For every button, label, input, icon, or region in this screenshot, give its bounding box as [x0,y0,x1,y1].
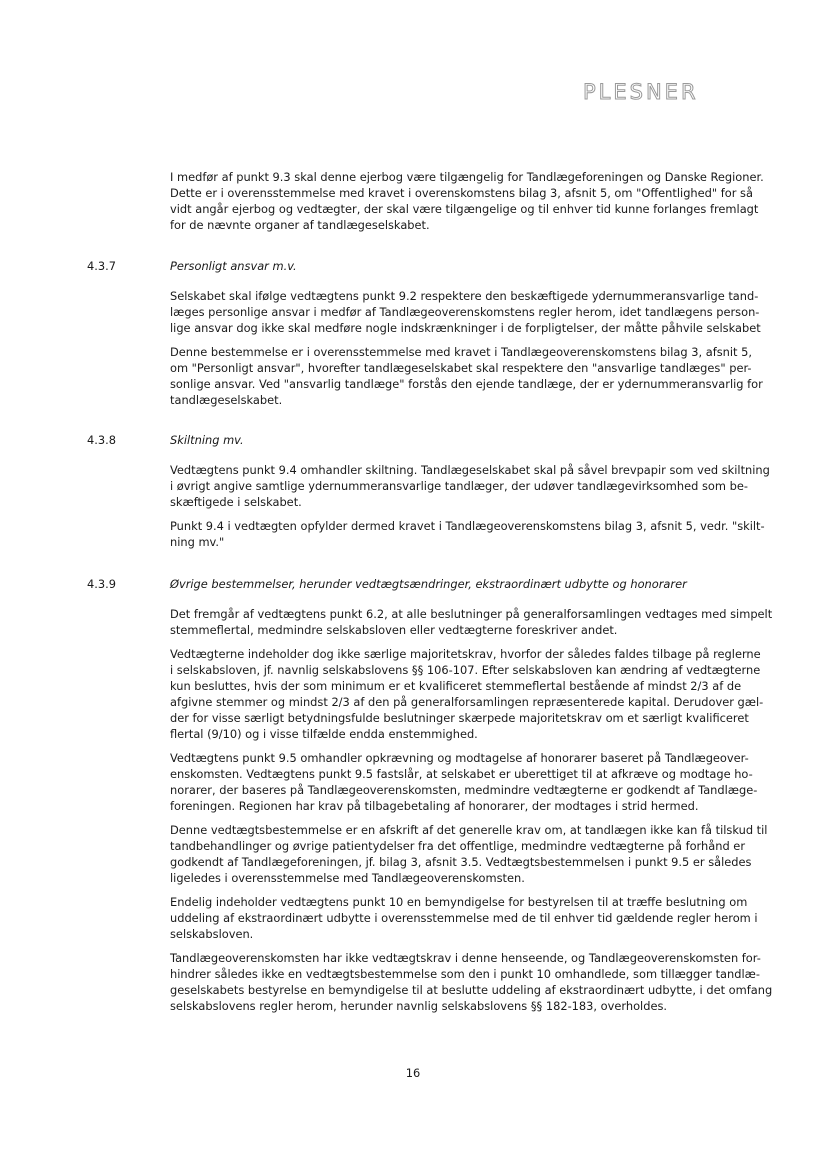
text-line: for de nævnte organer af tandlægeselskabet. [170,218,430,232]
text-line: selskabslovens regler herom, herunder navnlig selskabslovens §§ 182-183, overholdes. [170,999,668,1013]
paragraph [170,169,764,233]
text-line: Vedtægterne indeholder dog ikke særlige majoritetskrav, hvorfor der således faldes tilbage på reglerne [170,647,761,661]
paragraph [170,518,765,550]
text-line: godkendt af Tandlægeforeningen, jf. bilag 3, afsnit 3.5. Vedtægtsbestemmelsen i punkt 9.5 er således [170,855,752,869]
page-number: 16 [405,1066,421,1080]
text-line: i selskabsloven, jf. navnlig selskabslovens §§ 106-107. Efter selskabsloven kan ændring af vedtægterne [170,663,761,677]
paragraph [170,462,770,510]
text-line: Selskabet skal ifølge vedtægtens punkt 9.2 respektere den beskæftigede ydernummeransvarlige tand- [170,289,759,303]
text-line: geselskabets bestyrelse en bemyndigelse til at beslutte uddeling af ekstraordinært udbytte, i det omfang [170,983,773,997]
section-number: 4.3.8 [87,433,116,447]
section-title: Skiltning mv. [170,433,244,447]
paragraph [170,894,758,942]
text-line: der for visse særligt betydningsfulde beslutninger skærpede majoritetskrav om et særligt kvalificeret [170,711,749,725]
text-line: hindrer således ikke en vedtægtsbestemmelse som den i punkt 10 omhandlede, som tillægger tandlæ- [170,967,760,981]
text-line: Vedtægtens punkt 9.4 omhandler skiltning. Tandlægeselskabet skal på såvel brevpapir som ved skiltning [170,463,770,477]
section-number: 4.3.9 [87,577,116,591]
text-line: afgivne stemmer og mindst 2/3 af den på generalforsamlingen repræsenterede kapital. Derudover gæl- [170,695,764,709]
paragraph [170,344,763,408]
text-line: vidt angår ejerbog og vedtægter, der skal være tilgængelige og til enhver tid kunne forlanges fremlagt [170,202,759,216]
text-line: i øvrigt angive samtlige ydernummeransvarlige tandlæger, der udøver tandlægevirksomhed som be- [170,479,748,493]
text-line: Denne vedtægtsbestemmelse er en afskrift af det generelle krav om, at tandlægen ikke kan få tilskud til [170,823,768,837]
section-4-3-7 [87,258,763,416]
text-line: stemmeflertal, medmindre selskabsloven eller vedtægterne foreskriver andet. [170,623,618,637]
text-line: Tandlægeoverenskomsten har ikke vedtægtskrav i denne henseende, og Tandlægeoverenskomsten for- [170,951,761,965]
text-line: I medfør af punkt 9.3 skal denne ejerbog være tilgængelig for Tandlægeforeningen og Danske Regioner. [170,170,764,184]
intro-block [170,169,764,241]
text-line: foreningen. Regionen har krav på tilbagebetaling af honorarer, der modtages i strid hermed. [170,799,699,813]
text-line: selskabsloven. [170,927,254,941]
paragraph [170,950,773,1014]
section-title: Personligt ansvar m.v. [170,259,297,273]
text-line: flertal (9/10) og i visse tilfælde endda enstemmighed. [170,727,478,741]
text-line: Vedtægtens punkt 9.5 omhandler opkrævning og modtagelse af honorarer baseret på Tandlægeover- [170,751,749,765]
section-number: 4.3.7 [87,259,116,273]
text-line: om "Personligt ansvar", hvorefter tandlægeselskabet skal respektere den "ansvarlige tandlæges" per- [170,361,752,375]
paragraph [170,646,764,742]
text-line: Punkt 9.4 i vedtægten opfylder dermed kravet i Tandlægeoverenskomstens bilag 3, afsnit 5, vedr. "skilt- [170,519,765,533]
text-line: lige ansvar dog ikke skal medføre nogle indskrænkninger i de forpligtelser, der måtte påhvile selskabet [170,321,761,335]
text-line: Det fremgår af vedtægtens punkt 6.2, at alle beslutninger på generalforsamlingen vedtages med simpelt [170,607,773,621]
text-line: skæftigede i selskabet. [170,495,302,509]
plesner-logo: PLESNER [583,80,699,104]
text-line: tandbehandlinger og øvrige patientydelser fra det offentlige, medmindre vedtægterne på forhånd er [170,839,745,853]
text-line: sonlige ansvar. Ved "ansvarlig tandlæge" forstås den ejende tandlæge, der er ydernummeransvarlig for [170,377,763,391]
text-line: Endelig indeholder vedtægtens punkt 10 en bemyndigelse for bestyrelsen til at træffe beslutning om [170,895,748,909]
text-line: Denne bestemmelse er i overensstemmelse med kravet i Tandlægeoverenskomstens bilag 3, afsnit 5, [170,345,752,359]
paragraph [170,288,761,336]
text-line: ligeledes i overensstemmelse med Tandlægeoverenskomsten. [170,871,525,885]
text-line: kun besluttes, hvis der som minimum er et kvalificeret stemmeflertal bestående af mindst 2/3 af de [170,679,742,693]
text-line: ning mv." [170,535,225,549]
text-line: tandlægeselskabet. [170,393,283,407]
section-4-3-8 [87,432,770,558]
section-title: Øvrige bestemmelser, herunder vedtægtsændringer, ekstraordinært udbytte og honorarer [170,577,687,591]
paragraph [170,606,773,638]
text-line: norarer, der baseres på Tandlægeoverenskomsten, medmindre vedtægterne er godkendt af Tandlæge- [170,783,758,797]
text-line: læges personlige ansvar i medfør af Tandlægeoverenskomstens regler herom, idet tandlægens person- [170,305,760,319]
paragraph [170,750,758,814]
section-4-3-9 [87,576,773,1022]
text-line: uddeling af ekstraordinært udbytte i overensstemmelse med de til enhver tid gældende regler herom i [170,911,758,925]
text-line: Dette er i overensstemmelse med kravet i overenskomstens bilag 3, afsnit 5, om "Offentlighed" for så [170,186,753,200]
text-line: enskomsten. Vedtægtens punkt 9.5 fastslår, at selskabet er uberettiget til at afkræve og modtage ho- [170,767,753,781]
paragraph [170,822,768,886]
